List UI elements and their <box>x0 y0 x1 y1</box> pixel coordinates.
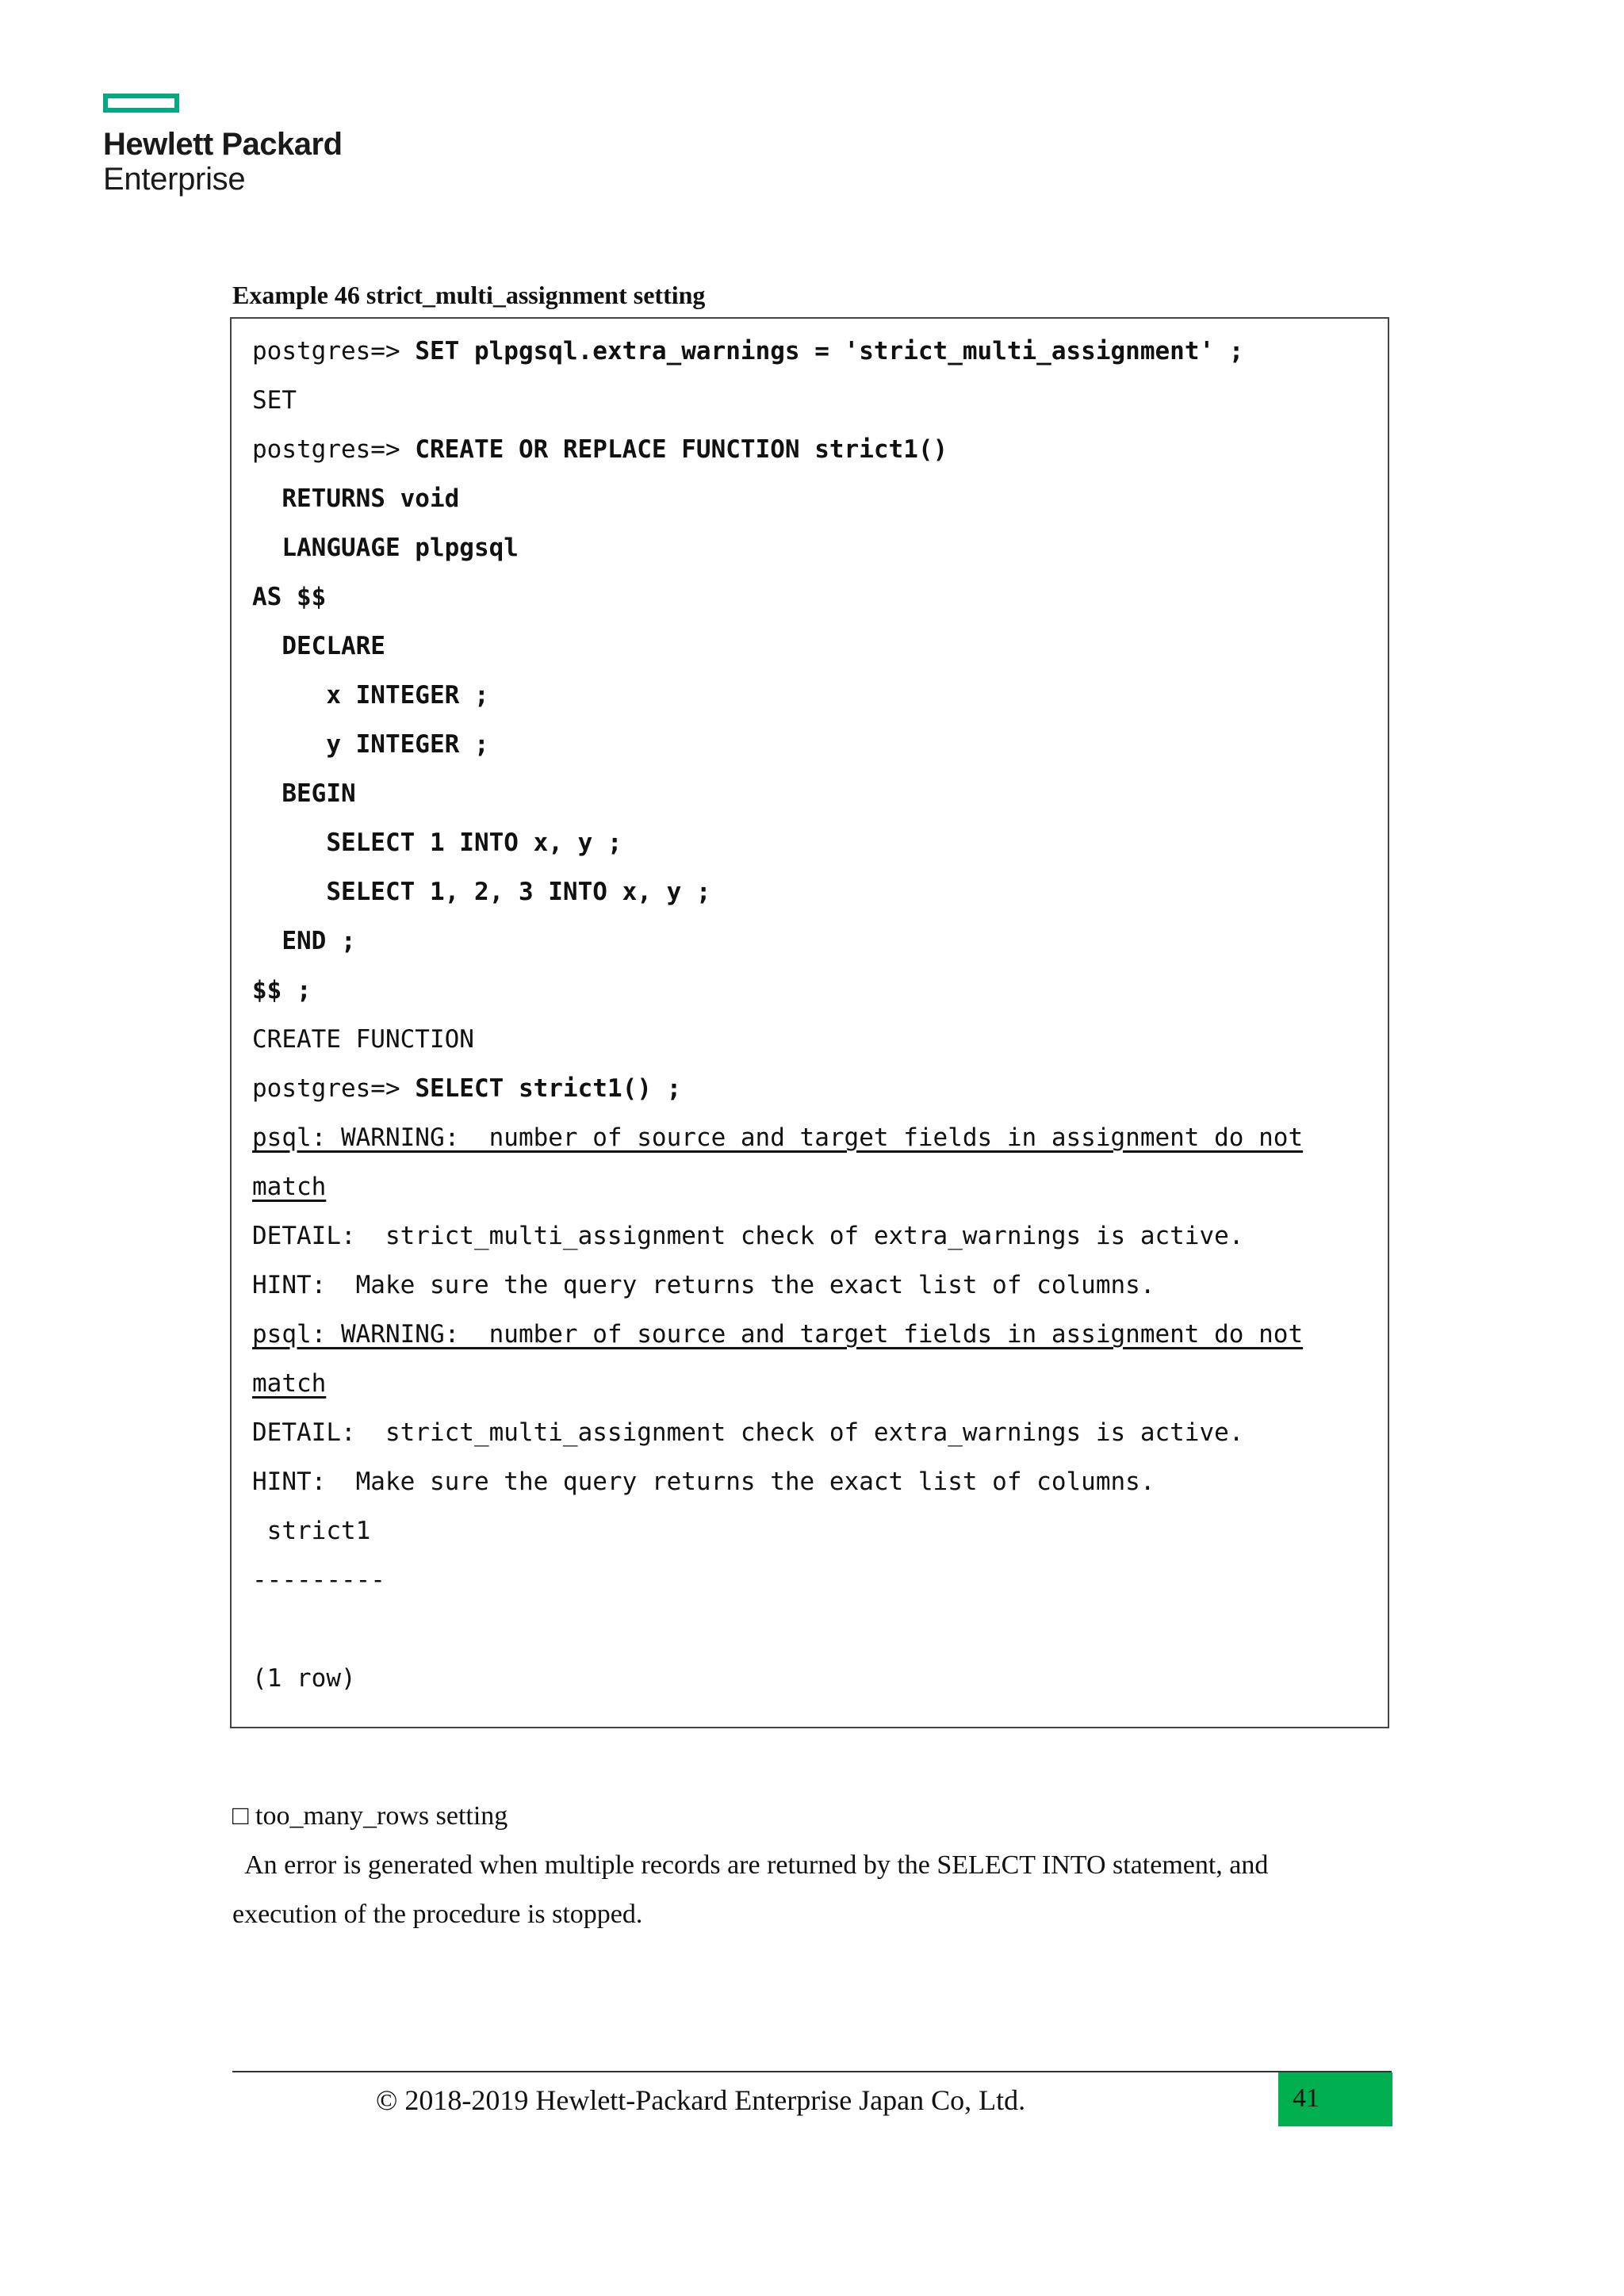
code-line: BEGIN <box>252 779 356 808</box>
code-line: x INTEGER ; <box>252 681 489 710</box>
code-line: SELECT 1 INTO x, y ; <box>252 828 622 857</box>
logo-line-1: Hewlett Packard <box>103 127 343 162</box>
page-number: 41 <box>1293 2084 1320 2113</box>
code-line: DETAIL: strict_multi_assignment check of extra_warnings is active. <box>252 1418 1244 1447</box>
code-line: --------- <box>252 1566 385 1594</box>
code-line: LANGUAGE plpgsql <box>252 534 519 562</box>
code-line: DECLARE <box>252 632 385 660</box>
hpe-logo <box>103 94 343 197</box>
code-line-warning: psql: WARNING: number of source and target fields in assignment do not <box>252 1123 1304 1152</box>
code-line: END ; <box>252 927 356 955</box>
code-line: SELECT 1, 2, 3 INTO x, y ; <box>252 878 711 906</box>
code-prompt: postgres=> <box>252 337 416 365</box>
code-line: CREATE FUNCTION <box>252 1025 474 1054</box>
code-line-warning: psql: WARNING: number of source and target fields in assignment do not <box>252 1320 1304 1349</box>
code-command: CREATE OR REPLACE FUNCTION strict1() <box>415 435 948 464</box>
code-prompt: postgres=> <box>252 435 416 464</box>
code-block <box>230 317 1389 1728</box>
logo-line-2: Enterprise <box>103 162 246 197</box>
example-caption: Example 46 strict_multi_assignment setting <box>232 281 706 309</box>
code-line <box>252 425 948 474</box>
code-line: strict1 <box>252 1517 371 1545</box>
code-line: DETAIL: strict_multi_assignment check of extra_warnings is active. <box>252 1222 1244 1250</box>
code-prompt: postgres=> <box>252 1074 416 1103</box>
code-line <box>252 1064 681 1113</box>
footer-copyright: © 2018-2019 Hewlett-Packard Enterprise Japan Co, Ltd. <box>376 2084 1026 2116</box>
code-line: (1 row) <box>252 1664 356 1693</box>
section-body-line-1: An error is generated when multiple records are returned by the SELECT INTO statement, and <box>232 1850 1269 1880</box>
code-line: y INTEGER ; <box>252 730 489 759</box>
section-body-line-2: execution of the procedure is stopped. <box>232 1900 643 1929</box>
code-line: AS $$ <box>252 583 327 611</box>
page-number-box <box>1278 2072 1392 2126</box>
hpe-logo-mark <box>103 94 179 113</box>
code-line <box>252 327 1243 376</box>
code-line-warning: match <box>252 1173 327 1201</box>
code-line-warning: match <box>252 1369 327 1398</box>
code-line: HINT: Make sure the query returns the exact list of columns. <box>252 1468 1155 1496</box>
code-line: SET <box>252 386 297 415</box>
code-line: RETURNS void <box>252 484 460 513</box>
code-command: SELECT strict1() ; <box>415 1074 682 1103</box>
footer-divider <box>232 2071 1392 2072</box>
code-line: HINT: Make sure the query returns the exact list of columns. <box>252 1271 1155 1299</box>
code-line: $$ ; <box>252 976 312 1004</box>
code-command: SET plpgsql.extra_warnings = 'strict_multi_assignment' ; <box>415 337 1244 365</box>
section-heading: □ too_many_rows setting <box>232 1801 508 1831</box>
